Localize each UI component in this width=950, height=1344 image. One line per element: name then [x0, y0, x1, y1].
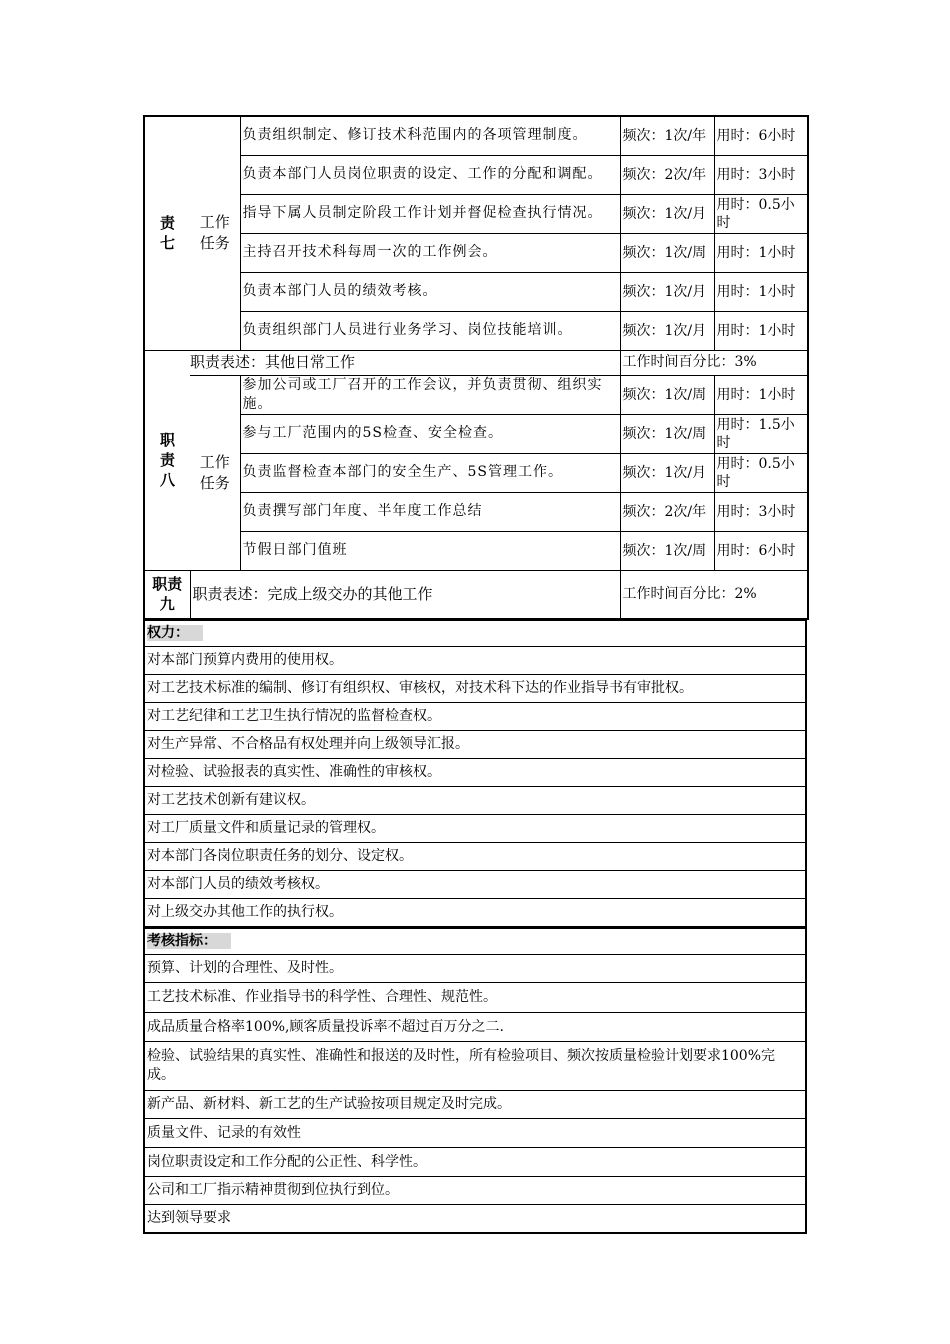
task-duration: 用时：1小时 — [714, 233, 808, 272]
task-text: 负责组织制定、修订技术科范围内的各项管理制度。 — [240, 116, 620, 155]
powers-title: 权力： — [144, 621, 806, 647]
task-text: 主持召开技术科每周一次的工作例会。 — [240, 233, 620, 272]
task-frequency: 频次：1次/周 — [620, 233, 714, 272]
power-item: 对工艺技术创新有建议权。 — [144, 787, 806, 815]
kpi-title: 考核指标： — [144, 929, 806, 955]
task-duration: 用时：3小时 — [714, 155, 808, 194]
duties-table — [143, 115, 809, 620]
duty7-category: 工作 任务 — [190, 116, 240, 350]
power-item: 对本部门预算内费用的使用权。 — [144, 647, 806, 675]
task-text: 负责本部门人员岗位职责的设定、工作的分配和调配。 — [240, 155, 620, 194]
task-text: 负责组织部门人员进行业务学习、岗位技能培训。 — [240, 311, 620, 350]
task-duration: 用时：1.5小时 — [714, 414, 808, 453]
duty9-section — [144, 570, 808, 619]
task-frequency: 频次：1次/周 — [620, 531, 714, 570]
duty8-label: 职 责 八 — [144, 350, 190, 570]
task-duration: 用时：6小时 — [714, 531, 808, 570]
task-frequency: 频次：1次/周 — [620, 414, 714, 453]
duty9-label: 职责 九 — [144, 570, 190, 619]
task-text: 参加公司或工厂召开的工作会议，并负责贯彻、组织实施。 — [240, 375, 620, 414]
task-frequency: 频次：1次/月 — [620, 453, 714, 492]
kpi-item: 工艺技术标准、作业指导书的科学性、合理性、规范性。 — [144, 983, 806, 1013]
duty8-section — [144, 350, 808, 570]
power-item: 对上级交办其他工作的执行权。 — [144, 899, 806, 928]
power-item: 对工艺技术标准的编制、修订有组织权、审核权，对技术科下达的作业指导书有审批权。 — [144, 675, 806, 703]
task-text: 节假日部门值班 — [240, 531, 620, 570]
kpi-table — [143, 928, 807, 1234]
task-text: 参与工厂范围内的5S检查、安全检查。 — [240, 414, 620, 453]
task-duration: 用时：0.5小时 — [714, 453, 808, 492]
task-frequency: 频次：2次/年 — [620, 155, 714, 194]
power-item: 对本部门人员的绩效考核权。 — [144, 871, 806, 899]
task-duration: 用时：1小时 — [714, 272, 808, 311]
task-text: 负责撰写部门年度、半年度工作总结 — [240, 492, 620, 531]
task-duration: 用时：6小时 — [714, 116, 808, 155]
task-text: 负责本部门人员的绩效考核。 — [240, 272, 620, 311]
task-text: 负责监督检查本部门的安全生产、5S管理工作。 — [240, 453, 620, 492]
duty7-label: 责 七 — [144, 116, 190, 350]
kpi-item: 成品质量合格率100%,顾客质量投诉率不超过百万分之二. — [144, 1013, 806, 1042]
power-item: 对工艺纪律和工艺卫生执行情况的监督检查权。 — [144, 703, 806, 731]
task-frequency: 频次：1次/月 — [620, 272, 714, 311]
kpi-item: 公司和工厂指示精神贯彻到位执行到位。 — [144, 1177, 806, 1205]
kpi-item: 达到领导要求 — [144, 1205, 806, 1234]
task-frequency: 频次：1次/月 — [620, 194, 714, 233]
task-frequency: 频次：1次/年 — [620, 116, 714, 155]
power-item: 对工厂质量文件和质量记录的管理权。 — [144, 815, 806, 843]
responsibility-document — [143, 115, 807, 1234]
kpi-item: 新产品、新材料、新工艺的生产试验按项目规定及时完成。 — [144, 1091, 806, 1119]
power-item: 对本部门各岗位职责任务的划分、设定权。 — [144, 843, 806, 871]
duty9-percent: 工作时间百分比：2% — [620, 570, 808, 619]
task-duration: 用时：1小时 — [714, 311, 808, 350]
task-duration: 用时：3小时 — [714, 492, 808, 531]
task-duration: 用时：1小时 — [714, 375, 808, 414]
task-frequency: 频次：1次/月 — [620, 311, 714, 350]
duty8-percent: 工作时间百分比：3% — [620, 350, 808, 375]
powers-table — [143, 620, 807, 928]
task-frequency: 频次：1次/周 — [620, 375, 714, 414]
duty9-description: 职责表述：完成上级交办的其他工作 — [190, 570, 620, 619]
duty7-section — [144, 116, 808, 350]
kpi-item: 质量文件、记录的有效性 — [144, 1119, 806, 1148]
task-text: 指导下属人员制定阶段工作计划并督促检查执行情况。 — [240, 194, 620, 233]
kpi-item: 检验、试验结果的真实性、准确性和报送的及时性，所有检验项目、频次按质量检验计划要求100%完成。 — [144, 1042, 806, 1091]
kpi-item: 预算、计划的合理性、及时性。 — [144, 955, 806, 983]
kpi-item: 岗位职责设定和工作分配的公正性、科学性。 — [144, 1148, 806, 1177]
task-duration: 用时：0.5小时 — [714, 194, 808, 233]
duty8-category: 工作 任务 — [190, 375, 240, 570]
task-frequency: 频次：2次/年 — [620, 492, 714, 531]
power-item: 对检验、试验报表的真实性、准确性的审核权。 — [144, 759, 806, 787]
duty8-description: 职责表述：其他日常工作 — [190, 350, 620, 375]
power-item: 对生产异常、不合格品有权处理并向上级领导汇报。 — [144, 731, 806, 759]
